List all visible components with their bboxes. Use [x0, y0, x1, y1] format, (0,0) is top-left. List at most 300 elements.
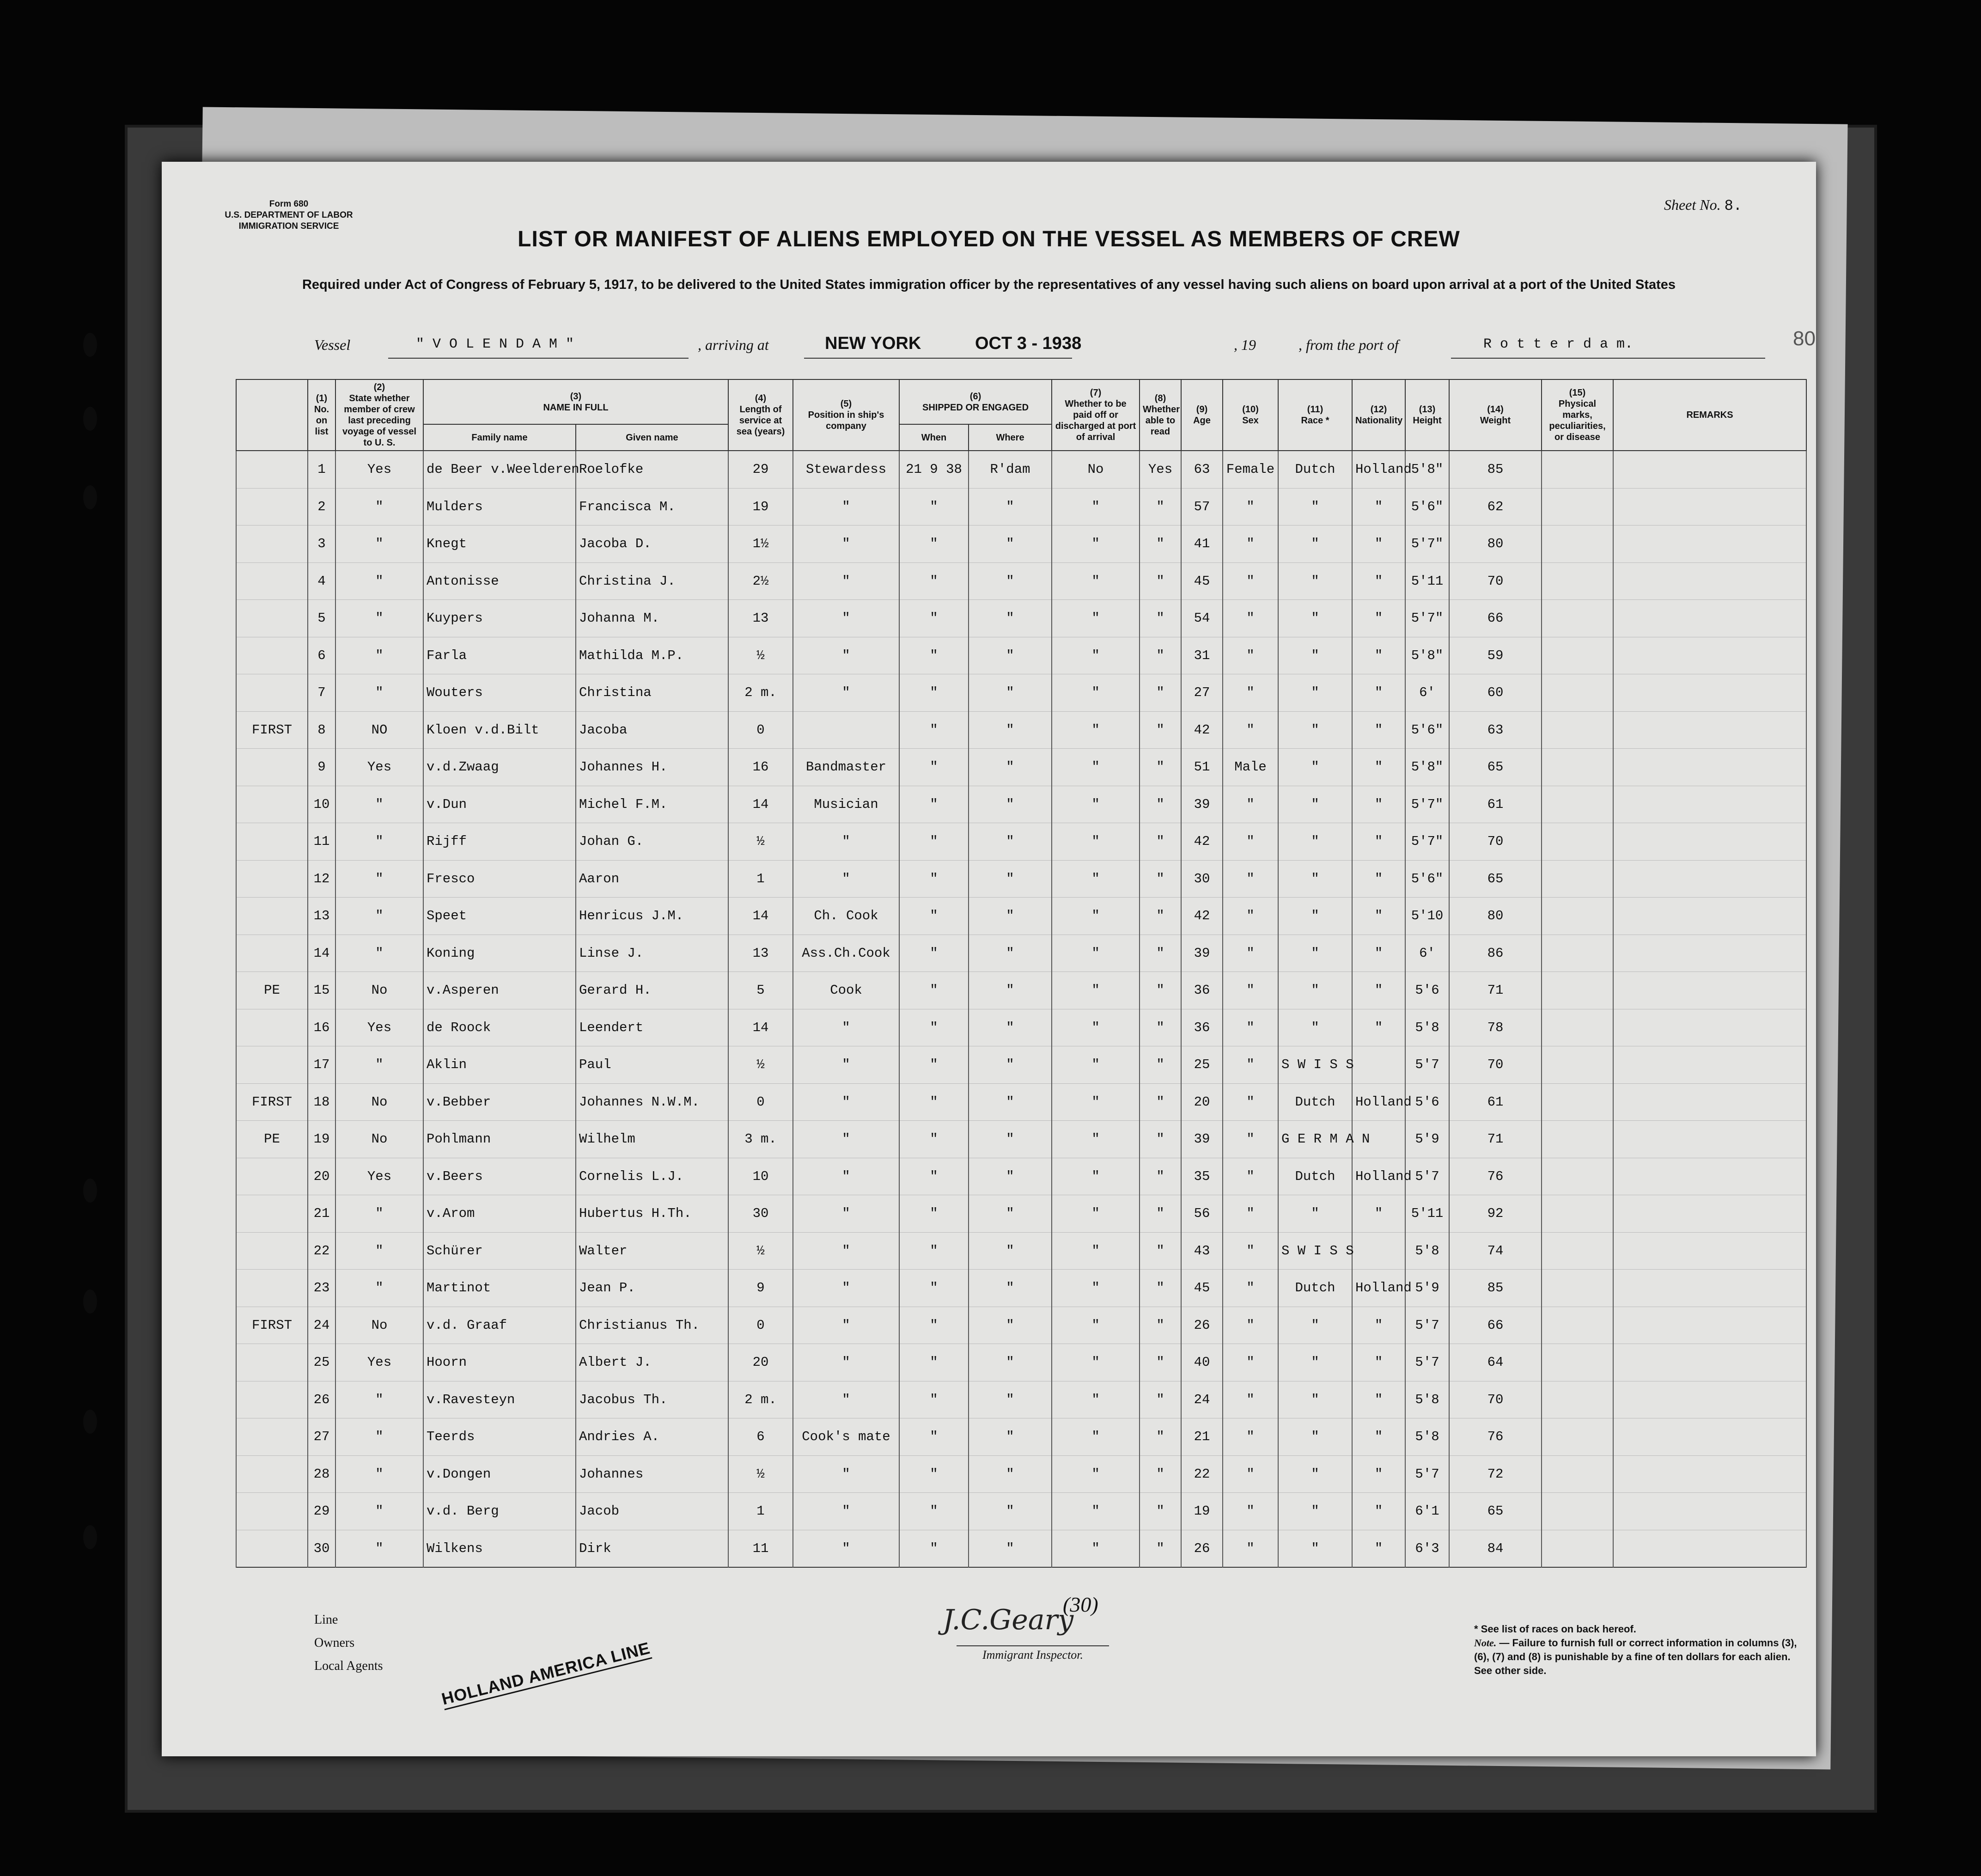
cell-when: " — [899, 526, 969, 563]
cell-marks — [1542, 451, 1613, 488]
cell-race: " — [1278, 823, 1352, 861]
cell-height: 5'8 — [1405, 1009, 1449, 1046]
cell-nationality: " — [1352, 1344, 1405, 1381]
cell-race: " — [1278, 1493, 1352, 1530]
cell-nationality: " — [1352, 674, 1405, 712]
cell-paid: " — [1052, 1455, 1140, 1493]
cell-weight: 74 — [1449, 1232, 1542, 1270]
cell-note: PE — [236, 1121, 308, 1158]
cell-marks — [1542, 1418, 1613, 1456]
cell-remarks — [1613, 898, 1806, 935]
cell-remarks — [1613, 1009, 1806, 1046]
cell-no: 25 — [308, 1344, 335, 1381]
cell-weight: 63 — [1449, 711, 1542, 749]
cell-service: 11 — [728, 1530, 793, 1567]
sheet-number — [1664, 196, 1742, 214]
cell-family: Wilkens — [423, 1530, 576, 1567]
cell-read: " — [1140, 786, 1181, 823]
cell-weight: 59 — [1449, 637, 1542, 674]
cell-no: 4 — [308, 562, 335, 600]
cell-where: " — [969, 1009, 1052, 1046]
cell-marks — [1542, 935, 1613, 972]
cell-given: Jacobus Th. — [576, 1381, 728, 1418]
cell-height: 5'7 — [1405, 1046, 1449, 1084]
cell-note — [236, 786, 308, 823]
cell-sex: " — [1223, 600, 1278, 637]
cell-note — [236, 1344, 308, 1381]
port-underline — [804, 358, 1072, 359]
cell-remarks — [1613, 1046, 1806, 1084]
header-col-1: (1) No. on list — [308, 379, 335, 451]
cell-paid: " — [1052, 1493, 1140, 1530]
cell-where: " — [969, 935, 1052, 972]
cell-age: 63 — [1181, 451, 1223, 488]
cell-position: Cook's mate — [793, 1418, 899, 1456]
inspector-label: Immigrant Inspector. — [957, 1645, 1109, 1662]
cell-where: " — [969, 1046, 1052, 1084]
cell-paid: " — [1052, 972, 1140, 1009]
cell-prev: Yes — [335, 451, 423, 488]
cell-where: " — [969, 823, 1052, 861]
cell-read: " — [1140, 1344, 1181, 1381]
cell-race: Dutch — [1278, 1270, 1352, 1307]
cell-remarks — [1613, 488, 1806, 526]
cell-age: 36 — [1181, 972, 1223, 1009]
cell-height: 5'7" — [1405, 823, 1449, 861]
cell-given: Jean P. — [576, 1270, 728, 1307]
line-label: Line — [314, 1613, 338, 1627]
cell-read: " — [1140, 1083, 1181, 1121]
cell-family: Antonisse — [423, 562, 576, 600]
table-row — [236, 1009, 1806, 1046]
cell-height: 5'7" — [1405, 786, 1449, 823]
cell-marks — [1542, 674, 1613, 712]
cell-marks — [1542, 1344, 1613, 1381]
cell-race: " — [1278, 972, 1352, 1009]
cell-given: Cornelis L.J. — [576, 1158, 728, 1195]
table-row — [236, 1121, 1806, 1158]
cell-no: 18 — [308, 1083, 335, 1121]
cell-read: " — [1140, 1381, 1181, 1418]
cell-given: Johanna M. — [576, 600, 728, 637]
cell-note — [236, 1046, 308, 1084]
cell-sex: Male — [1223, 749, 1278, 786]
cell-age: 42 — [1181, 711, 1223, 749]
cell-age: 26 — [1181, 1307, 1223, 1344]
cell-where: " — [969, 1455, 1052, 1493]
cell-prev: Yes — [335, 1009, 423, 1046]
cell-no: 8 — [308, 711, 335, 749]
cell-service: 13 — [728, 600, 793, 637]
cell-nationality: " — [1352, 1009, 1405, 1046]
cell-nationality: Holland — [1352, 1158, 1405, 1195]
cell-age: 36 — [1181, 1009, 1223, 1046]
department-name: U.S. DEPARTMENT OF LABOR — [225, 210, 353, 220]
cell-age: 56 — [1181, 1195, 1223, 1233]
cell-race: " — [1278, 898, 1352, 935]
cell-when: " — [899, 1344, 969, 1381]
cell-race: S W I S S — [1278, 1046, 1352, 1084]
cell-nationality: Holland — [1352, 1270, 1405, 1307]
cell-family: v.Beers — [423, 1158, 576, 1195]
cell-when: " — [899, 1307, 969, 1344]
cell-no: 5 — [308, 600, 335, 637]
arrival-date: OCT 3 - 1938 — [975, 334, 1082, 353]
cell-given: Henricus J.M. — [576, 898, 728, 935]
cell-marks — [1542, 1307, 1613, 1344]
cell-position: " — [793, 1530, 899, 1567]
cell-family: Hoorn — [423, 1344, 576, 1381]
cell-note — [236, 526, 308, 563]
cell-given: Jacoba D. — [576, 526, 728, 563]
cell-paid: " — [1052, 1121, 1140, 1158]
crew-manifest-table — [236, 379, 1807, 1568]
cell-no: 23 — [308, 1270, 335, 1307]
cell-race: " — [1278, 562, 1352, 600]
cell-prev: " — [335, 637, 423, 674]
cell-prev: " — [335, 1232, 423, 1270]
cell-position: " — [793, 1455, 899, 1493]
cell-prev: Yes — [335, 1158, 423, 1195]
arriving-label: , arriving at — [698, 336, 769, 353]
cell-weight: 71 — [1449, 1121, 1542, 1158]
cell-paid: " — [1052, 1232, 1140, 1270]
cell-position: " — [793, 1270, 899, 1307]
table-row — [236, 1455, 1806, 1493]
cell-height: 5'8 — [1405, 1232, 1449, 1270]
cell-read: " — [1140, 711, 1181, 749]
cell-where: " — [969, 488, 1052, 526]
cell-prev: " — [335, 860, 423, 898]
cell-family: Martinot — [423, 1270, 576, 1307]
owners-label: Owners — [314, 1636, 355, 1650]
cell-position: " — [793, 674, 899, 712]
cell-paid: " — [1052, 1344, 1140, 1381]
cell-remarks — [1613, 600, 1806, 637]
cell-marks — [1542, 711, 1613, 749]
cell-remarks — [1613, 1195, 1806, 1233]
cell-paid: " — [1052, 711, 1140, 749]
cell-service: 2½ — [728, 562, 793, 600]
cell-when: " — [899, 1121, 969, 1158]
cell-prev: " — [335, 1270, 423, 1307]
cell-when: " — [899, 1009, 969, 1046]
cell-service: 0 — [728, 711, 793, 749]
cell-given: Jacob — [576, 1493, 728, 1530]
cell-marks — [1542, 600, 1613, 637]
cell-paid: " — [1052, 1046, 1140, 1084]
cell-nationality: " — [1352, 1418, 1405, 1456]
table-row — [236, 1418, 1806, 1456]
cell-note — [236, 860, 308, 898]
departure-underline — [1451, 358, 1765, 359]
cell-remarks — [1613, 1121, 1806, 1158]
header-col-7: (7) Whether to be paid off or discharged at port of arrival — [1052, 379, 1140, 451]
cell-weight: 80 — [1449, 898, 1542, 935]
cell-position: Ass.Ch.Cook — [793, 935, 899, 972]
cell-note: PE — [236, 972, 308, 1009]
cell-paid: " — [1052, 600, 1140, 637]
cell-height: 5'8 — [1405, 1381, 1449, 1418]
cell-height: 5'7 — [1405, 1158, 1449, 1195]
inspector-signature: J.C.Geary — [943, 1604, 1074, 1636]
cell-when: 21 9 38 — [899, 451, 969, 488]
cell-height: 5'11 — [1405, 1195, 1449, 1233]
cell-race: " — [1278, 1455, 1352, 1493]
cell-position: " — [793, 823, 899, 861]
cell-weight: 72 — [1449, 1455, 1542, 1493]
vessel-label: Vessel — [314, 336, 351, 353]
form-number: Form 680 — [269, 199, 309, 209]
cell-note — [236, 451, 308, 488]
cell-height: 5'9 — [1405, 1270, 1449, 1307]
cell-when: " — [899, 1493, 969, 1530]
cell-when: " — [899, 898, 969, 935]
cell-no: 17 — [308, 1046, 335, 1084]
cell-prev: " — [335, 1418, 423, 1456]
cell-note — [236, 674, 308, 712]
cell-weight: 64 — [1449, 1344, 1542, 1381]
arrival-port: NEW YORK — [825, 334, 921, 353]
cell-no: 14 — [308, 935, 335, 972]
cell-marks — [1542, 526, 1613, 563]
cell-weight: 70 — [1449, 1381, 1542, 1418]
cell-position: Bandmaster — [793, 749, 899, 786]
cell-position: " — [793, 1381, 899, 1418]
cell-race: " — [1278, 749, 1352, 786]
cell-age: 31 — [1181, 637, 1223, 674]
cell-prev: " — [335, 1381, 423, 1418]
cell-race: " — [1278, 1344, 1352, 1381]
cell-read: " — [1140, 1121, 1181, 1158]
cell-sex: " — [1223, 1270, 1278, 1307]
cell-marks — [1542, 1158, 1613, 1195]
cell-height: 5'6 — [1405, 972, 1449, 1009]
cell-sex: " — [1223, 860, 1278, 898]
cell-where: " — [969, 749, 1052, 786]
cell-read: " — [1140, 1195, 1181, 1233]
cell-marks — [1542, 637, 1613, 674]
cell-marks — [1542, 898, 1613, 935]
cell-no: 13 — [308, 898, 335, 935]
cell-where: " — [969, 1195, 1052, 1233]
cell-age: 19 — [1181, 1493, 1223, 1530]
cell-sex: " — [1223, 823, 1278, 861]
cell-sex: " — [1223, 1083, 1278, 1121]
cell-when: " — [899, 637, 969, 674]
cell-when: " — [899, 674, 969, 712]
cell-sex: Female — [1223, 451, 1278, 488]
cell-height: 5'6" — [1405, 488, 1449, 526]
local-agents-label: Local Agents — [314, 1659, 383, 1673]
cell-age: 39 — [1181, 935, 1223, 972]
binder-hole — [83, 1410, 97, 1434]
cell-read: " — [1140, 600, 1181, 637]
cell-remarks — [1613, 526, 1806, 563]
cell-paid: " — [1052, 749, 1140, 786]
cell-remarks — [1613, 1493, 1806, 1530]
cell-where: " — [969, 711, 1052, 749]
cell-race: " — [1278, 488, 1352, 526]
cell-sex: " — [1223, 1381, 1278, 1418]
cell-race: " — [1278, 1418, 1352, 1456]
cell-age: 39 — [1181, 1121, 1223, 1158]
cell-where: " — [969, 526, 1052, 563]
cell-read: " — [1140, 898, 1181, 935]
cell-given: Roelofke — [576, 451, 728, 488]
page-subtitle: Required under Act of Congress of February 5, 1917, to be delivered to the United States immigration officer by the representatives of any vessel having such aliens on board upon arrival at a port of the United States — [302, 277, 1676, 292]
cell-when: " — [899, 1232, 969, 1270]
cell-where: " — [969, 637, 1052, 674]
cell-race: G E R M A N — [1278, 1121, 1352, 1158]
cell-note: FIRST — [236, 1307, 308, 1344]
cell-position: " — [793, 1083, 899, 1121]
binder-hole — [83, 1289, 97, 1314]
table-row — [236, 1270, 1806, 1307]
cell-when: " — [899, 1083, 969, 1121]
cell-service: 10 — [728, 1158, 793, 1195]
cell-note — [236, 1195, 308, 1233]
cell-remarks — [1613, 1270, 1806, 1307]
cell-paid: " — [1052, 637, 1140, 674]
cell-race: " — [1278, 526, 1352, 563]
cell-weight: 70 — [1449, 562, 1542, 600]
cell-prev: " — [335, 674, 423, 712]
table-row — [236, 562, 1806, 600]
cell-sex: " — [1223, 526, 1278, 563]
table-row — [236, 488, 1806, 526]
cell-height: 6'1 — [1405, 1493, 1449, 1530]
cell-age: 24 — [1181, 1381, 1223, 1418]
cell-read: " — [1140, 1307, 1181, 1344]
cell-read: " — [1140, 935, 1181, 972]
cell-nationality: " — [1352, 488, 1405, 526]
cell-service: 9 — [728, 1270, 793, 1307]
cell-remarks — [1613, 1232, 1806, 1270]
cell-where: " — [969, 1083, 1052, 1121]
cell-prev: " — [335, 1195, 423, 1233]
cell-no: 1 — [308, 451, 335, 488]
cell-read: " — [1140, 1493, 1181, 1530]
header-shipped-when: When — [899, 424, 969, 451]
cell-note — [236, 935, 308, 972]
cell-marks — [1542, 1232, 1613, 1270]
cell-service: 14 — [728, 898, 793, 935]
cell-height: 5'7" — [1405, 600, 1449, 637]
penalty-note: Note. — Failure to furnish full or correct information in columns (3), (6), (7) and (8) is punishable by a fine of ten dollars for each alien. See other side. — [1474, 1637, 1797, 1676]
cell-nationality: " — [1352, 600, 1405, 637]
cell-marks — [1542, 1493, 1613, 1530]
cell-where: " — [969, 1493, 1052, 1530]
vessel-name: " V O L E N D A M " — [416, 336, 574, 352]
cell-position: " — [793, 1232, 899, 1270]
cell-read: " — [1140, 860, 1181, 898]
cell-weight: 80 — [1449, 526, 1542, 563]
cell-height: 6'3 — [1405, 1530, 1449, 1567]
binder-hole — [83, 485, 97, 509]
header-col-14: (14) Weight — [1449, 379, 1542, 451]
cell-height: 5'10 — [1405, 898, 1449, 935]
header-family-name: Family name — [423, 424, 576, 451]
cell-service: 0 — [728, 1307, 793, 1344]
cell-service: 14 — [728, 1009, 793, 1046]
cell-position: Cook — [793, 972, 899, 1009]
cell-read: " — [1140, 972, 1181, 1009]
cell-note — [236, 562, 308, 600]
cell-service: 1 — [728, 1493, 793, 1530]
table-row — [236, 786, 1806, 823]
cell-when: " — [899, 1418, 969, 1456]
cell-where: " — [969, 786, 1052, 823]
cell-paid: " — [1052, 823, 1140, 861]
cell-note — [236, 637, 308, 674]
cell-no: 29 — [308, 1493, 335, 1530]
cell-where: " — [969, 562, 1052, 600]
header-col-4: (4) Length of service at sea (years) — [728, 379, 793, 451]
cell-age: 27 — [1181, 674, 1223, 712]
cell-sex: " — [1223, 1009, 1278, 1046]
cell-position: " — [793, 1158, 899, 1195]
table-row — [236, 451, 1806, 488]
cell-race: " — [1278, 786, 1352, 823]
cell-prev: No — [335, 1121, 423, 1158]
cell-sex: " — [1223, 1232, 1278, 1270]
cell-remarks — [1613, 823, 1806, 861]
departure-port: R o t t e r d a m. — [1483, 336, 1634, 352]
cell-remarks — [1613, 451, 1806, 488]
cell-height: 5'11 — [1405, 562, 1449, 600]
cell-weight: 65 — [1449, 1493, 1542, 1530]
cell-position: " — [793, 1009, 899, 1046]
cell-weight: 61 — [1449, 1083, 1542, 1121]
cell-no: 9 — [308, 749, 335, 786]
table-row — [236, 860, 1806, 898]
vessel-info-line — [236, 327, 1816, 360]
cell-nationality: " — [1352, 711, 1405, 749]
header-col-8: (8) Whether able to read — [1140, 379, 1181, 451]
cell-sex: " — [1223, 488, 1278, 526]
cell-no: 22 — [308, 1232, 335, 1270]
cell-read: " — [1140, 1455, 1181, 1493]
manifest-sheet — [162, 162, 1816, 1756]
cell-paid: " — [1052, 1530, 1140, 1567]
table-row — [236, 600, 1806, 637]
cell-read: " — [1140, 823, 1181, 861]
cell-given: Christianus Th. — [576, 1307, 728, 1344]
cell-height: 6' — [1405, 674, 1449, 712]
cell-position: " — [793, 1121, 899, 1158]
cell-note — [236, 1530, 308, 1567]
cell-given: Johan G. — [576, 823, 728, 861]
cell-where: " — [969, 1381, 1052, 1418]
cell-family: Kuypers — [423, 600, 576, 637]
cell-height: 5'8" — [1405, 451, 1449, 488]
cell-prev: " — [335, 488, 423, 526]
cell-marks — [1542, 562, 1613, 600]
cell-given: Andries A. — [576, 1418, 728, 1456]
cell-given: Christina J. — [576, 562, 728, 600]
cell-service: 5 — [728, 972, 793, 1009]
cell-read: Yes — [1140, 451, 1181, 488]
cell-age: 21 — [1181, 1418, 1223, 1456]
cell-service: ½ — [728, 1046, 793, 1084]
cell-given: Leendert — [576, 1009, 728, 1046]
cell-marks — [1542, 1270, 1613, 1307]
cell-note — [236, 1009, 308, 1046]
cell-read: " — [1140, 637, 1181, 674]
cell-given: Aaron — [576, 860, 728, 898]
cell-prev: " — [335, 786, 423, 823]
